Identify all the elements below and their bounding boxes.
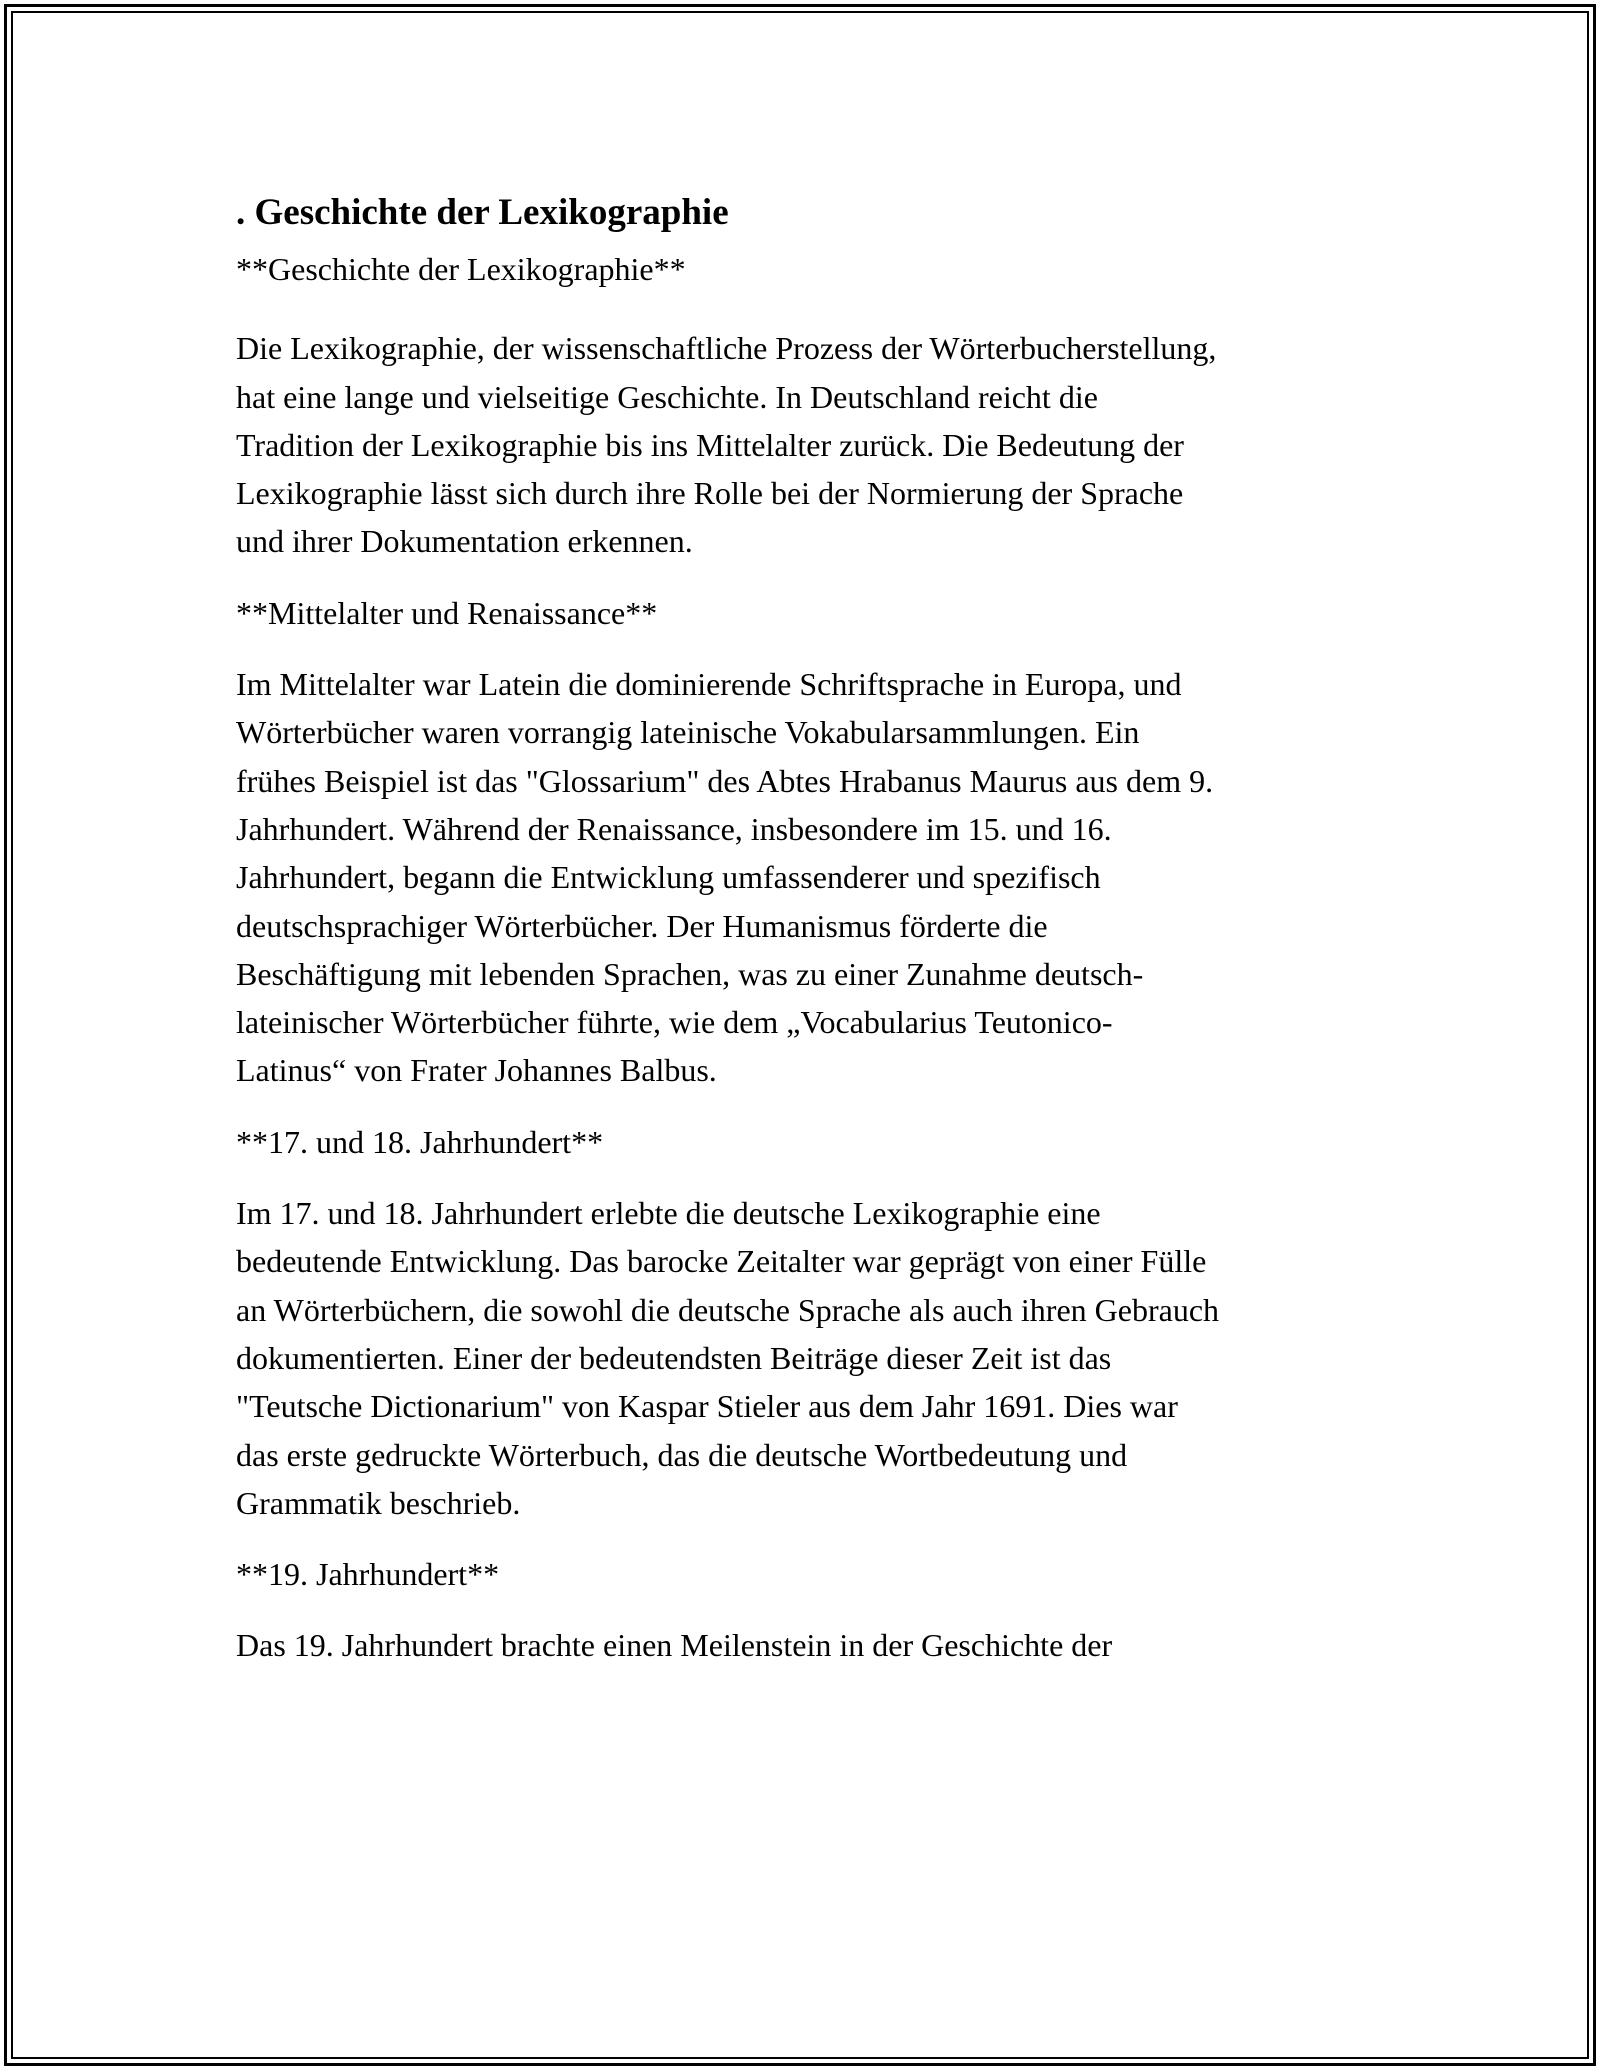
text-line: an Wörterbüchern, die sowohl die deutsche Sprache als auch ihren Gebrauch	[236, 1291, 1220, 1328]
text-line: Grammatik beschrieb.	[236, 1484, 521, 1521]
text-line: "Teutsche Dictionarium" von Kaspar Stieler aus dem Jahr 1691. Dies war	[236, 1388, 1178, 1425]
text-line: lateinischer Wörterbücher führte, wie dem „Vocabularius Teutonico-	[236, 1004, 1113, 1041]
section-heading	[236, 589, 1376, 637]
text-line: **17. und 18. Jahrhundert**	[236, 1123, 604, 1160]
text-line: und ihrer Dokumentation erkennen.	[236, 523, 693, 560]
text-line: Lexikographie lässt sich durch ihre Rolle bei der Normierung der Sprache	[236, 475, 1184, 512]
text-line: Im 17. und 18. Jahrhundert erlebte die deutsche Lexikographie eine	[236, 1195, 1101, 1232]
section-heading	[236, 245, 1376, 293]
page-title: . Geschichte der Lexikographie	[236, 192, 729, 233]
text-line: **Geschichte der Lexikographie**	[236, 251, 686, 287]
document-body	[236, 186, 1376, 1670]
text-line: Das 19. Jahrhundert brachte einen Meilenstein in der Geschichte der	[236, 1627, 1113, 1664]
paragraph	[236, 1621, 1376, 1669]
paragraph	[236, 660, 1376, 1095]
text-line: Die Lexikographie, der wissenschaftliche Prozess der Wörterbucherstellung,	[236, 330, 1217, 367]
text-line: Jahrhundert. Während der Renaissance, insbesondere im 15. und 16.	[236, 810, 1112, 847]
section-heading	[236, 1118, 1376, 1166]
text-line: Tradition der Lexikographie bis ins Mittelalter zurück. Die Bedeutung der	[236, 426, 1184, 463]
text-line: **19. Jahrhundert**	[236, 1556, 500, 1593]
text-line: **Mittelalter und Renaissance**	[236, 594, 658, 631]
text-line: bedeutende Entwicklung. Das barocke Zeitalter war geprägt von einer Fülle	[236, 1243, 1207, 1280]
section-heading	[236, 1550, 1376, 1598]
text-line: hat eine lange und vielseitige Geschichte. In Deutschland reicht die	[236, 378, 1098, 415]
text-line: deutschsprachiger Wörterbücher. Der Humanismus förderte die	[236, 907, 1048, 944]
text-line: das erste gedruckte Wörterbuch, das die deutsche Wortbedeutung und	[236, 1436, 1128, 1473]
text-line: Jahrhundert, begann die Entwicklung umfassenderer und spezifisch	[236, 859, 1101, 896]
text-line: Latinus“ von Frater Johannes Balbus.	[236, 1052, 717, 1089]
document-blocks	[236, 245, 1376, 1670]
text-line: frühes Beispiel ist das "Glossarium" des Abtes Hrabanus Maurus aus dem 9.	[236, 762, 1214, 799]
text-line: Beschäftigung mit lebenden Sprachen, was zu einer Zunahme deutsch-	[236, 955, 1144, 992]
paragraph	[236, 1189, 1376, 1527]
text-line: dokumentierten. Einer der bedeutendsten Beiträge dieser Zeit ist das	[236, 1339, 1112, 1376]
paragraph	[236, 324, 1376, 565]
text-line: Wörterbücher waren vorrangig lateinische Vokabularsammlungen. Ein	[236, 714, 1140, 751]
text-line: Im Mittelalter war Latein die dominierende Schriftsprache in Europa, und	[236, 666, 1182, 703]
